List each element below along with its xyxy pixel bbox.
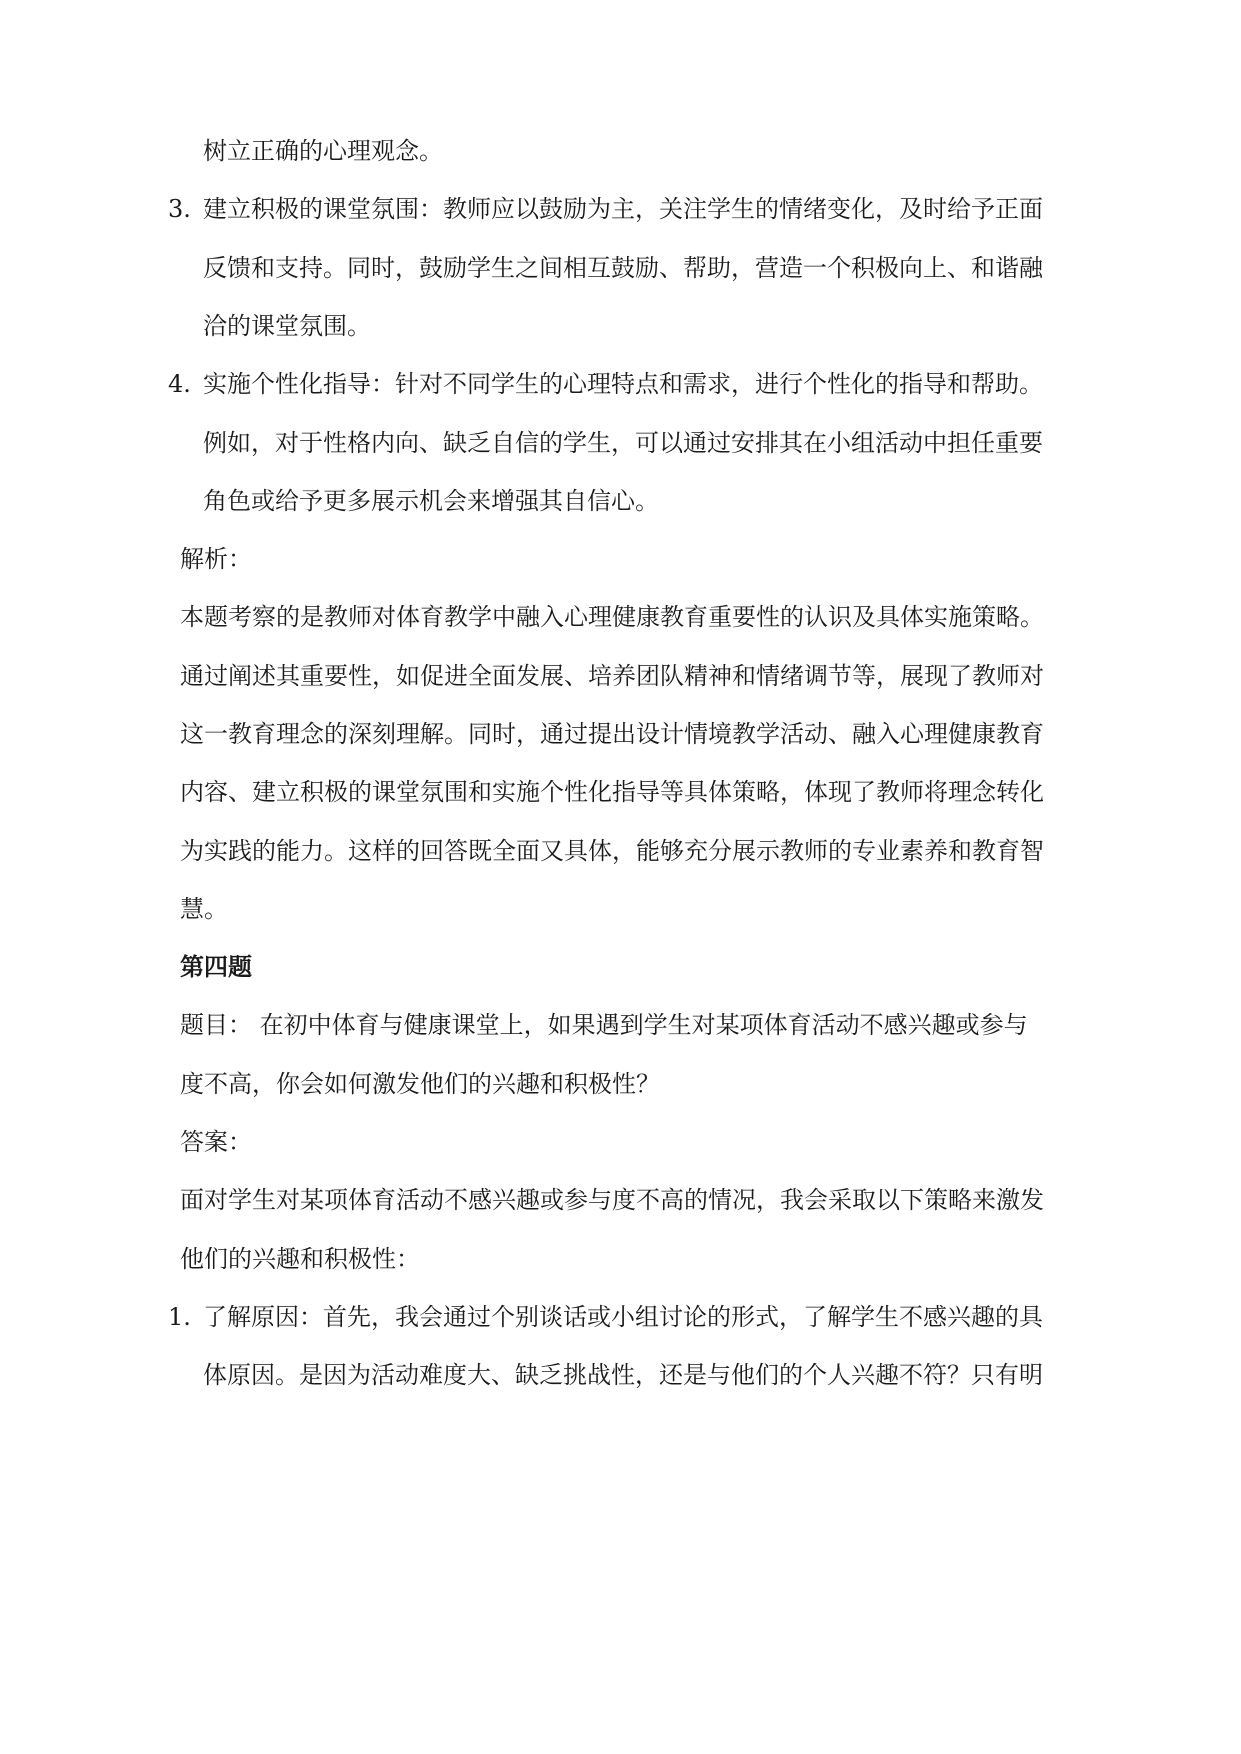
question-prompt-line: 题目： 在初中体育与健康课堂上，如果遇到学生对某项体育活动不感兴趣或参与 [180, 1011, 1028, 1039]
item-3-line: 洽的课堂氛围。 [203, 312, 371, 340]
answer-item-1-line: 体原因。是因为活动难度大、缺乏挑战性，还是与他们的个人兴趣不符？只有明 [203, 1361, 1043, 1389]
item-4-line: 实施个性化指导：针对不同学生的心理特点和需求，进行个性化的指导和帮助。 [203, 370, 1043, 398]
answer-label: 答案： [180, 1128, 252, 1156]
item-3-line: 反馈和支持。同时，鼓励学生之间相互鼓励、帮助，营造一个积极向上、和谐融 [203, 254, 1043, 282]
question-heading: 第四题 [180, 952, 252, 981]
analysis-label: 解析： [180, 545, 252, 573]
analysis-line: 本题考察的是教师对体育教学中融入心理健康教育重要性的认识及具体实施策略。 [180, 603, 1044, 631]
analysis-line: 这一教育理念的深刻理解。同时，通过提出设计情境教学活动、融入心理健康教育 [180, 720, 1044, 748]
answer-line: 他们的兴趣和积极性： [180, 1245, 420, 1273]
answer-line: 面对学生对某项体育活动不感兴趣或参与度不高的情况，我会采取以下策略来激发 [180, 1186, 1044, 1214]
answer-item-1-line: 了解原因：首先，我会通过个别谈话或小组讨论的形式，了解学生不感兴趣的具 [203, 1303, 1043, 1331]
item-4-line: 例如，对于性格内向、缺乏自信的学生，可以通过安排其在小组活动中担任重要 [203, 429, 1043, 457]
question-prompt-line: 度不高，你会如何激发他们的兴趣和积极性？ [180, 1070, 660, 1098]
item-3-line: 建立积极的课堂氛围：教师应以鼓励为主，关注学生的情绪变化，及时给予正面 [203, 195, 1043, 223]
intro-tail-line: 树立正确的心理观念。 [203, 137, 443, 165]
analysis-line: 通过阐述其重要性，如促进全面发展、培养团队精神和情绪调节等，展现了教师对 [180, 662, 1044, 690]
item-4-line: 角色或给予更多展示机会来增强其自信心。 [203, 487, 659, 515]
analysis-line: 内容、建立积极的课堂氛围和实施个性化指导等具体策略，体现了教师将理念转化 [180, 778, 1044, 806]
item-3-number: 3. [168, 195, 191, 223]
analysis-line: 为实践的能力。这样的回答既全面又具体，能够充分展示教师的专业素养和教育智 [180, 837, 1044, 865]
item-4-number: 4. [168, 370, 191, 398]
analysis-line: 慧。 [180, 895, 228, 923]
answer-item-1-number: 1. [168, 1303, 191, 1331]
